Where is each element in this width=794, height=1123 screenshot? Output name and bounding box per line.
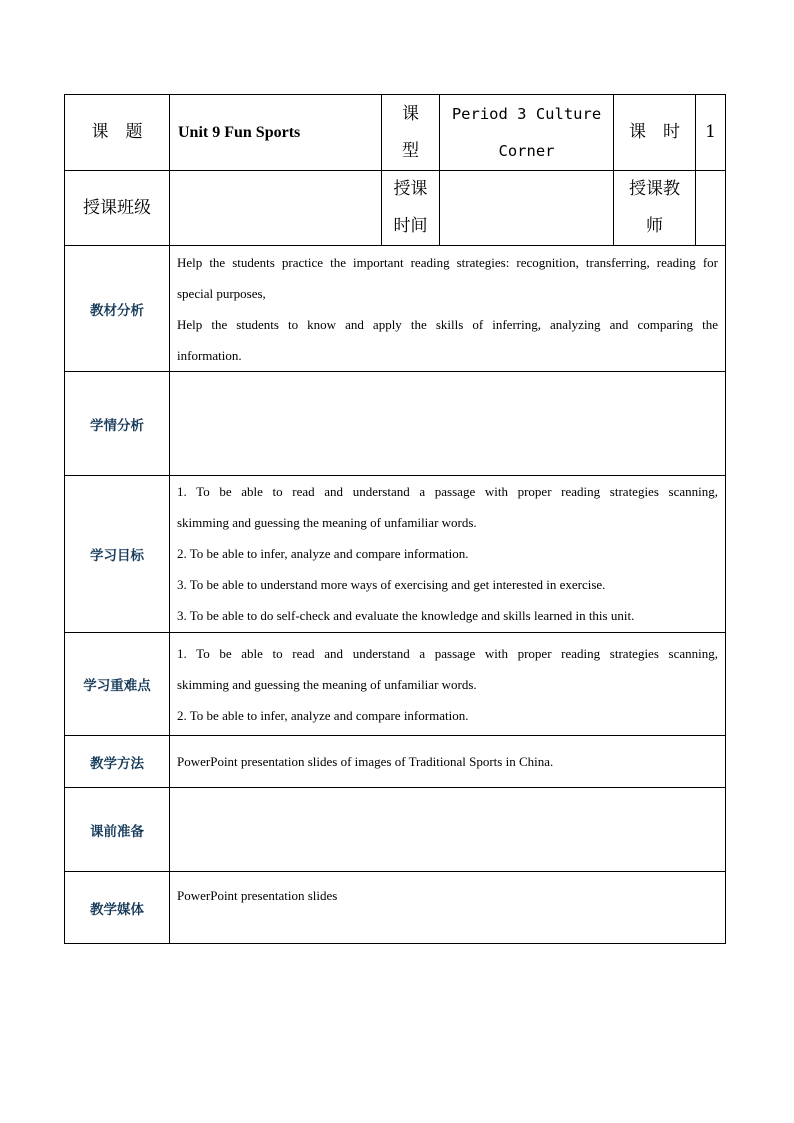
type-label-line-1: 课 xyxy=(402,103,419,124)
material-row xyxy=(65,246,726,372)
hours-label: 课 时 xyxy=(614,95,696,171)
key-points-row xyxy=(65,633,726,736)
key-points-label: 学习重难点 xyxy=(65,633,170,736)
time-label-line-2: 时间 xyxy=(393,216,428,236)
topic-value: Unit 9 Fun Sports xyxy=(170,95,382,171)
method-label: 教学方法 xyxy=(65,736,170,788)
objective-line: 3. To be able to understand more ways of exercising and get interested in exercise. xyxy=(177,577,606,592)
learners-label: 学情分析 xyxy=(65,372,170,476)
key-points-content xyxy=(170,633,726,736)
method-text: PowerPoint presentation slides of images of Traditional Sports in China. xyxy=(177,754,554,769)
preparation-label: 课前准备 xyxy=(65,788,170,872)
teacher-label-line-1: 授课教 xyxy=(629,179,680,199)
objectives-content xyxy=(170,476,726,633)
teacher-label-line-2: 师 xyxy=(646,216,663,236)
learners-row xyxy=(65,372,726,476)
material-line: information. xyxy=(177,348,242,363)
teacher-label xyxy=(614,171,696,246)
objective-line: 3. To be able to do self-check and evaluate the knowledge and skills learned in this unit. xyxy=(177,608,635,623)
material-line: Help the students to know and apply the skills of inferring, analyzing and comparing the xyxy=(177,317,718,332)
method-content xyxy=(170,736,726,788)
type-label xyxy=(382,95,440,171)
media-text: PowerPoint presentation slides xyxy=(177,888,338,903)
objective-line: skimming and guessing the meaning of unfamiliar words. xyxy=(177,515,477,530)
time-label xyxy=(382,171,440,246)
class-value xyxy=(170,171,382,246)
type-value-line-1: Period 3 Culture xyxy=(451,104,602,123)
objective-line: 1. To be able to read and understand a passage with proper reading strategies scanning, xyxy=(177,484,718,499)
teacher-value xyxy=(696,171,726,246)
time-label-line-1: 授课 xyxy=(393,179,428,199)
key-point-line: skimming and guessing the meaning of unfamiliar words. xyxy=(177,677,477,692)
material-line: special purposes, xyxy=(177,286,266,301)
header-row-2 xyxy=(65,171,726,246)
topic-label: 课 题 xyxy=(65,95,170,171)
type-value-line-2: Corner xyxy=(498,141,555,160)
media-row xyxy=(65,872,726,944)
time-value xyxy=(440,171,614,246)
preparation-row xyxy=(65,788,726,872)
hours-value: 1 xyxy=(696,95,726,171)
key-point-line: 1. To be able to read and understand a passage with proper reading strategies scanning, xyxy=(177,646,718,661)
lesson-plan-table xyxy=(64,94,726,944)
material-label: 教材分析 xyxy=(65,246,170,372)
class-label: 授课班级 xyxy=(65,171,170,246)
media-content xyxy=(170,872,726,944)
material-line: Help the students practice the important reading strategies: recognition, transferring, reading for xyxy=(177,255,718,270)
objectives-row xyxy=(65,476,726,633)
key-point-line: 2. To be able to infer, analyze and compare information. xyxy=(177,708,469,723)
type-value xyxy=(440,95,614,171)
header-row-1 xyxy=(65,95,726,171)
media-label: 教学媒体 xyxy=(65,872,170,944)
objectives-label: 学习目标 xyxy=(65,476,170,633)
preparation-content xyxy=(170,788,726,872)
method-row xyxy=(65,736,726,788)
material-content xyxy=(170,246,726,372)
learners-content xyxy=(170,372,726,476)
objective-line: 2. To be able to infer, analyze and compare information. xyxy=(177,546,469,561)
type-label-line-2: 型 xyxy=(402,140,419,161)
